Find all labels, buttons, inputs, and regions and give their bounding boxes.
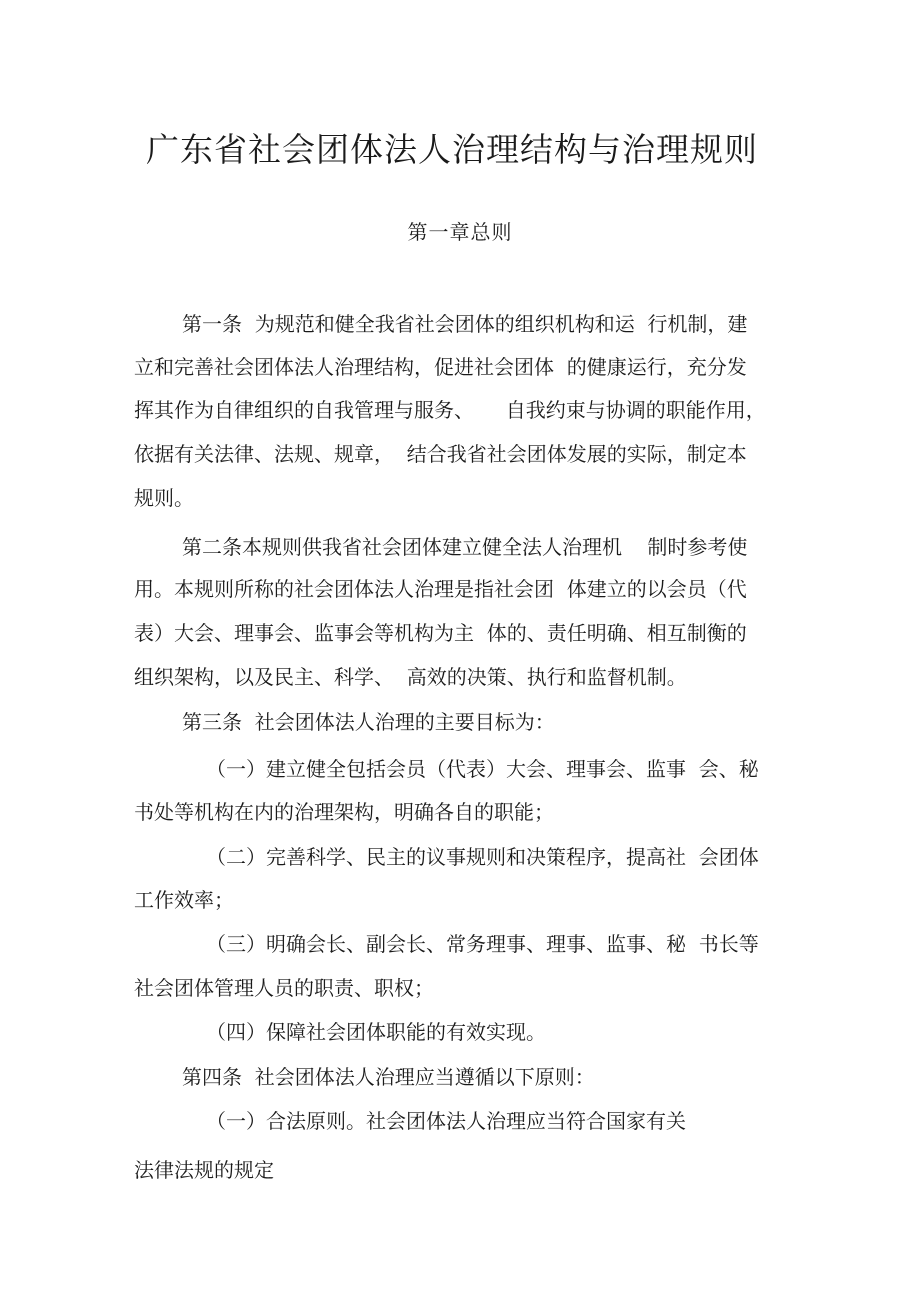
paragraph-line: 第二条本规则供我省社会团体建立健全法人治理机 制时参考使 xyxy=(182,535,748,559)
paragraph-line: 第四条 社会团体法人治理应当遵循以下原则： xyxy=(182,1065,595,1089)
paragraph-line: （三）明确会长、副会长、常务理事、理事、监事、秘 书长等 xyxy=(206,932,759,956)
paragraph-line: 第三条 社会团体法人治理的主要目标为： xyxy=(182,710,555,734)
paragraph-line: （一）建立健全包括会员（代表）大会、理事会、监事 会、秘 xyxy=(206,757,759,781)
paragraph-line: 法律法规的规定 xyxy=(134,1158,274,1182)
paragraph-line: 社会团体管理人员的职责、职权； xyxy=(134,976,434,1000)
paragraph-line: 表）大会、理事会、监事会等机构为主 体的、责任明确、相互制衡的 xyxy=(134,621,747,645)
paragraph-line: （一）合法原则。社会团体法人治理应当符合国家有关 xyxy=(206,1109,686,1133)
paragraph-line: 挥其作为自律组织的自我管理与服务、 自我约束与协调的职能作用， xyxy=(134,398,766,422)
paragraph-line: 第一条 为规范和健全我省社会团体的组织机构和运 行机制，建 xyxy=(182,312,748,336)
document-title: 广东省社会团体法人治理结构与治理规则 xyxy=(146,130,758,169)
paragraph-line: （二）完善科学、民主的议事规则和决策程序，提高社 会团体 xyxy=(206,845,759,869)
chapter-heading: 第一章总则 xyxy=(407,220,513,244)
paragraph-line: 立和完善社会团体法人治理结构，促进社会团体 的健康运行，充分发 xyxy=(134,355,747,379)
paragraph-line: 规则。 xyxy=(134,486,194,510)
paragraph-line: 工作效率； xyxy=(134,888,234,912)
paragraph-line: （四）保障社会团体职能的有效实现。 xyxy=(206,1020,546,1044)
paragraph-line: 书处等机构在内的治理架构，明确各自的职能； xyxy=(134,800,554,824)
paragraph-line: 用。本规则所称的社会团体法人治理是指社会团 体建立的以会员（代 xyxy=(134,577,747,601)
paragraph-line: 组织架构，以及民主、科学、 高效的决策、执行和监督机制。 xyxy=(134,665,687,689)
paragraph-line: 依据有关法律、法规、规章， 结合我省社会团体发展的实际，制定本 xyxy=(134,442,747,466)
